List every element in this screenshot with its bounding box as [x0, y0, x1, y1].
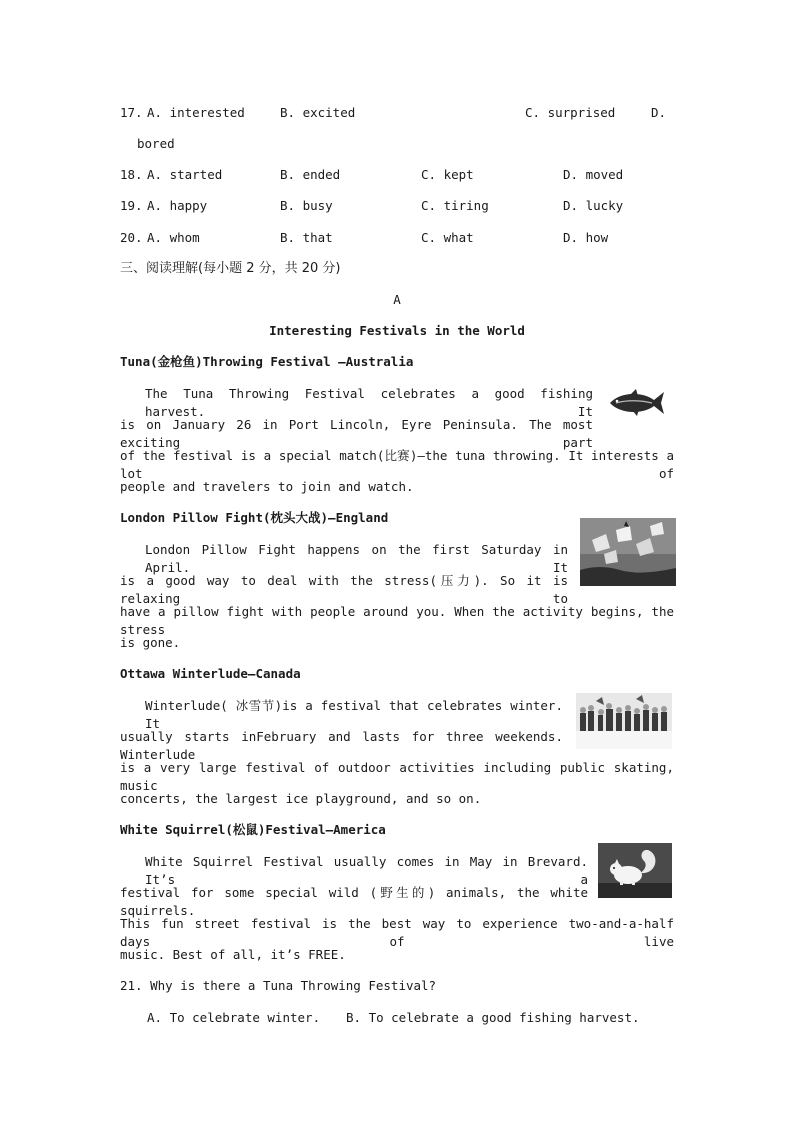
cloze-option-b: B. excited [280, 105, 356, 120]
section-heading: 三、阅读理解(每小题 2 分，共 20 分) [120, 261, 341, 276]
cloze-number: 20. [120, 230, 143, 245]
cloze-option-b: B. that [280, 230, 333, 245]
cloze-option-d: D. [651, 105, 667, 120]
answer-option-b[interactable]: B. To celebrate a good fishing harvest. [346, 1010, 640, 1025]
cloze-option-c: C. surprised [525, 105, 616, 120]
paragraph-line: is a very large festival of outdoor activities including public skating, music [120, 760, 674, 793]
paragraph-line: Winterlude( 冰雪节)is a festival that celebrates winter. It [145, 698, 563, 731]
cloze-option-d: D. lucky [563, 198, 624, 213]
answer-option-a[interactable]: A. To celebrate winter. [147, 1010, 321, 1025]
cloze-number: 19. [120, 198, 143, 213]
paragraph-line: White Squirrel Festival usually comes in May in Brevard. It’s a [145, 854, 588, 887]
tuna-fish-image [606, 388, 668, 418]
paragraph-line: music. Best of all, it’s FREE. [120, 947, 346, 962]
cloze-option-c: C. what [421, 230, 474, 245]
white-squirrel-image [598, 843, 672, 898]
cloze-option-a: A. started [147, 167, 223, 182]
cloze-number: 18. [120, 167, 143, 182]
festival-title-tuna: Tuna(金枪鱼)Throwing Festival —Australia [120, 354, 414, 369]
paragraph-line: of the festival is a special match(比赛)—the tuna throwing. It interests a lot of [120, 448, 674, 481]
winterlude-crowd-image [576, 693, 672, 749]
paragraph-line: people and travelers to join and watch. [120, 479, 414, 494]
passage-label: A [393, 292, 401, 307]
cloze-option-b: B. ended [280, 167, 341, 182]
cloze-number: 17. [120, 105, 143, 120]
cloze-option-a: A. happy [147, 198, 208, 213]
festival-title-pillow: London Pillow Fight(枕头大战)—England [120, 510, 389, 525]
cloze-option-a: A. whom [147, 230, 200, 245]
cloze-option-d: D. how [563, 230, 609, 245]
paragraph-line: is on January 26 in Port Lincoln, Eyre Peninsula. The most exciting part [120, 417, 593, 450]
cloze-option-d-continued: bored [137, 136, 175, 151]
paragraph-line: festival for some special wild (野生的) animals, the white squirrels. [120, 885, 588, 918]
pillow-fight-image [580, 518, 676, 586]
question-stem: 21. Why is there a Tuna Throwing Festival? [120, 978, 437, 993]
paragraph-line: is a good way to deal with the stress(压力). So it is relaxing to [120, 573, 568, 606]
cloze-option-c: C. kept [421, 167, 474, 182]
passage-title: Interesting Festivals in the World [269, 323, 525, 338]
cloze-option-c: C. tiring [421, 198, 489, 213]
festival-title-squirrel: White Squirrel(松鼠)Festival—America [120, 822, 386, 837]
paragraph-line: The Tuna Throwing Festival celebrates a good fishing harvest. It [145, 386, 593, 419]
cloze-option-d: D. moved [563, 167, 624, 182]
paragraph-line: usually starts inFebruary and lasts for three weekends. Winterlude [120, 729, 563, 762]
paragraph-line: is gone. [120, 635, 181, 650]
cloze-option-b: B. busy [280, 198, 333, 213]
paragraph-line: have a pillow fight with people around you. When the activity begins, the stress [120, 604, 674, 637]
cloze-option-a: A. interested [147, 105, 245, 120]
paragraph-line: London Pillow Fight happens on the first Saturday in April. It [145, 542, 568, 575]
festival-title-winterlude: Ottawa Winterlude—Canada [120, 666, 301, 681]
paragraph-line: This fun street festival is the best way to experience two-and-a-half days of live [120, 916, 674, 949]
paragraph-line: concerts, the largest ice playground, and so on. [120, 791, 482, 806]
